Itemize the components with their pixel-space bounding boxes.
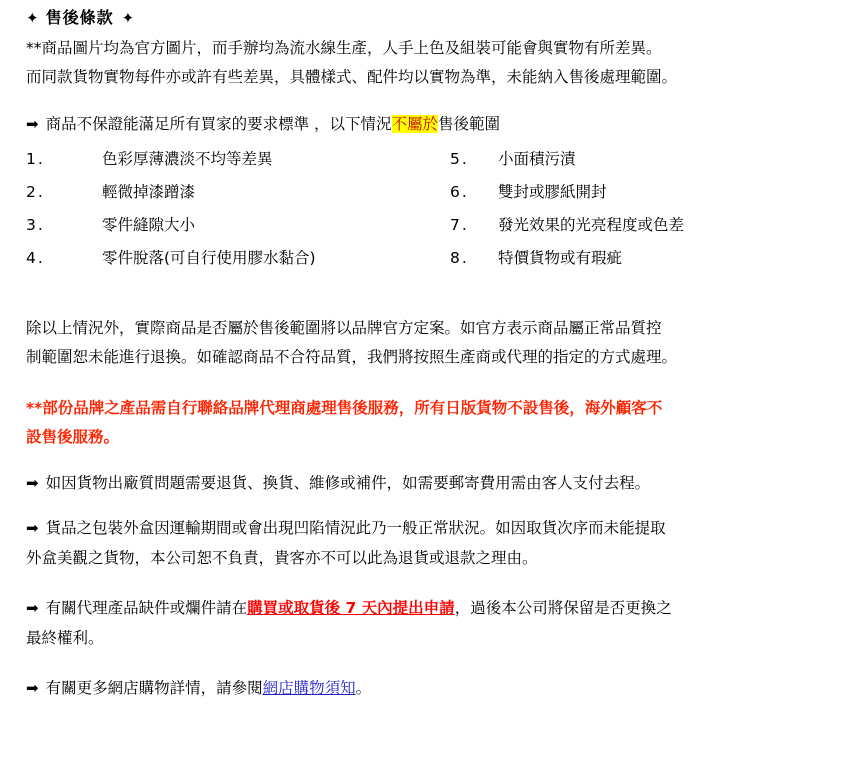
- scope-notice: [26, 111, 854, 139]
- list-item-label: 雙封或膠紙開封: [498, 182, 607, 201]
- list-item-number: 3.: [26, 215, 45, 234]
- page-title: [26, 6, 854, 31]
- spacer: [26, 499, 854, 515]
- arrow-icon: ➡: [26, 599, 39, 618]
- spacer: [26, 454, 854, 470]
- intro-line-2: 而同款貨物實物每件亦或許有些差異，具體樣式、配件均以實物為準，未能納入售後處理範圍。: [26, 67, 678, 86]
- list-item-number: 7.: [450, 215, 469, 234]
- note-shipping-text: 如因貨物出廠質問題需要退貨、換貨、維修或補件，如需要郵寄費用需由客人支付去程。: [45, 473, 651, 492]
- arrow-icon: ➡: [26, 473, 39, 492]
- exclusion-lists: [26, 147, 854, 279]
- note-packaging: [26, 515, 854, 543]
- list-item-label: 特價貨物或有瑕疵: [498, 248, 623, 267]
- note-claim-line-2: 最終權利。: [26, 629, 104, 648]
- list-item-label: 色彩厚薄濃淡不均等差異: [102, 149, 273, 168]
- policy-line-2: 制範圍恕未能進行退換。如確認商品不合符品質，我們將按照生產商或代理的指定的方式處理。: [26, 348, 678, 367]
- policy-line-1: 除以上情況外，實際商品是否屬於售後範圍將以品牌官方定案。如官方表示商品屬正常品質控: [26, 319, 662, 337]
- note-shop-after: 。: [355, 678, 372, 697]
- spacer: [26, 373, 854, 395]
- note-shop-before: 有關更多網店購物詳情，請參閱: [45, 678, 263, 697]
- list-item: [26, 180, 440, 204]
- intro-line-1: **商品圖片均為官方圖片，而手辦均為流水線生產，人手上色及組裝可能會與實物有所差異。: [26, 38, 662, 57]
- list-item: [450, 246, 854, 270]
- list-item-number: 6.: [450, 182, 469, 201]
- list-item: [450, 213, 854, 237]
- arrow-icon: ➡: [26, 678, 39, 697]
- list-item-label: 零件脫落(可自行使用膠水黏合): [102, 248, 316, 267]
- scope-notice-before: 商品不保證能滿足所有買家的要求標準 ，以下情況: [45, 115, 392, 134]
- spacer: [26, 279, 854, 315]
- note-shop-info: [26, 675, 854, 703]
- arrow-icon: ➡: [26, 115, 39, 134]
- spacer: [26, 575, 854, 595]
- diamond-icon-left: ✦: [26, 9, 40, 27]
- warning-line-2: 設售後服務。: [26, 428, 120, 447]
- exclusion-column-right: [440, 147, 854, 279]
- shopping-guide-link[interactable]: 網店購物須知: [262, 678, 356, 697]
- note-claim-after: ，過後本公司將保留是否更換之: [454, 599, 672, 618]
- list-item-number: 4.: [26, 248, 45, 267]
- list-item: [26, 213, 440, 237]
- list-item: [450, 147, 854, 171]
- note-packaging-text-1: 貨品之包裝外盒因運輸期間或會出現凹陷情況此乃一般正常狀況。如因取貨次序而未能提取: [45, 519, 666, 538]
- list-item: [26, 246, 440, 270]
- page-title-text: 售後條款: [45, 8, 114, 27]
- list-item-number: 2.: [26, 182, 45, 201]
- note-claim-emphasis: 購買或取貨後 7 天內提出申請: [247, 599, 455, 618]
- exclusion-column-left: [26, 147, 440, 279]
- diamond-icon-right: ✦: [121, 9, 136, 27]
- list-item-number: 1.: [26, 149, 45, 168]
- scope-notice-highlight: 不屬於: [391, 115, 439, 134]
- arrow-icon: ➡: [26, 519, 39, 538]
- list-item-label: 小面積污漬: [498, 149, 576, 168]
- note-shipping: [26, 470, 854, 498]
- note-packaging-line-2: 外盒美觀之貨物，本公司恕不負責，貴客亦不可以此為退貨或退款之理由。: [26, 549, 538, 568]
- note-claim: [26, 595, 854, 623]
- list-item-number: 5.: [450, 149, 469, 168]
- list-item: [450, 180, 854, 204]
- spacer: [26, 655, 854, 675]
- list-item-label: 零件縫隙大小: [102, 215, 196, 234]
- list-item: [26, 147, 440, 171]
- list-item-label: 輕微掉漆蹭漆: [102, 182, 196, 201]
- scope-notice-after: 售後範圍: [438, 115, 501, 134]
- warning-line-1: **部份品牌之產品需自行聯絡品牌代理商處理售後服務，所有日版貨物不設售後，海外顧客不: [26, 399, 663, 418]
- note-claim-before: 有關代理產品缺件或爛件請在: [45, 599, 248, 618]
- list-item-label: 發光效果的光亮程度或色差: [498, 215, 685, 234]
- list-item-number: 8.: [450, 248, 469, 267]
- spacer: [26, 93, 854, 111]
